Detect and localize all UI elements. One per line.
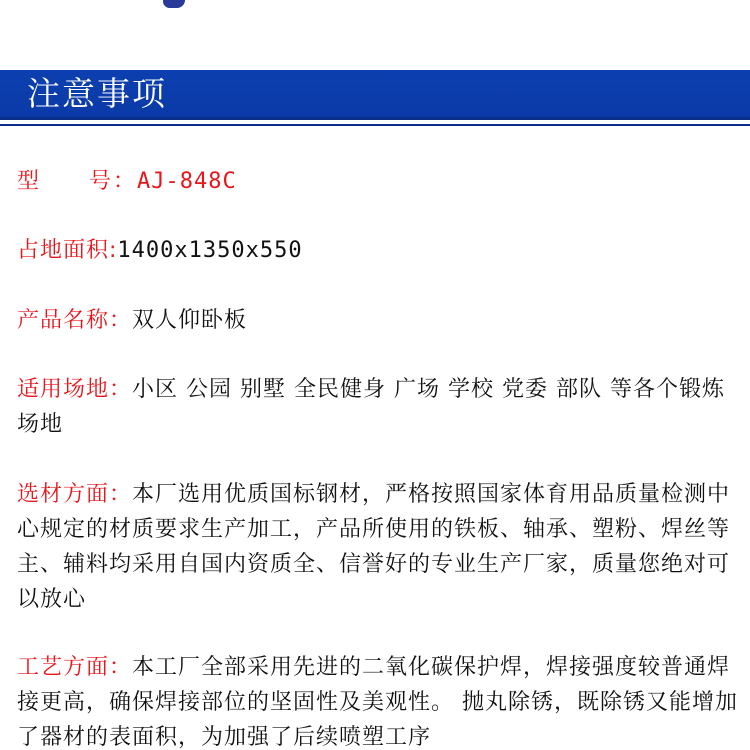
spec-model-value: AJ-848C xyxy=(137,169,237,194)
spec-area-value: 1400x1350x550 xyxy=(117,238,303,263)
spec-area-label: 占地面积: xyxy=(17,238,118,263)
top-image-fragment xyxy=(163,0,185,8)
spec-materials-label: 选材方面： xyxy=(17,482,133,507)
spec-model-label: 型 号： xyxy=(17,169,138,194)
spec-materials xyxy=(17,477,739,617)
spec-model xyxy=(17,164,739,199)
spec-process-value: 本工厂全部采用先进的二氧化碳保护焊，焊接强度较普通焊接更高，确保焊接部位的坚固性及美观性。 抛丸除锈，既除锈又能增加了器材的表面积，为加强了后续喷塑工序 xyxy=(17,655,738,750)
section-title: 注意事项 xyxy=(27,74,167,113)
spec-venues-value: 小区 公园 别墅 全民健身 广场 学校 党委 部队 等各个锻炼场地 xyxy=(17,377,725,437)
spec-process-label: 工艺方面： xyxy=(17,655,133,680)
spec-process xyxy=(17,650,739,750)
spec-name xyxy=(17,303,739,338)
spec-venues xyxy=(17,372,739,442)
spec-name-label: 产品名称： xyxy=(17,308,133,333)
spec-area xyxy=(17,233,739,268)
spec-materials-value: 本厂选用优质国标钢材，严格按照国家体育用品质量检测中心规定的材质要求生产加工，产品所使用的铁板、轴承、塑粉、焊丝等主、辅料均采用自国内资质全、信誉好的专业生产厂家，质量您绝对可以放心 xyxy=(17,482,731,612)
section-header-underline xyxy=(0,124,750,126)
spec-venues-label: 适用场地： xyxy=(17,377,133,402)
spec-name-value: 双人仰卧板 xyxy=(132,308,248,333)
